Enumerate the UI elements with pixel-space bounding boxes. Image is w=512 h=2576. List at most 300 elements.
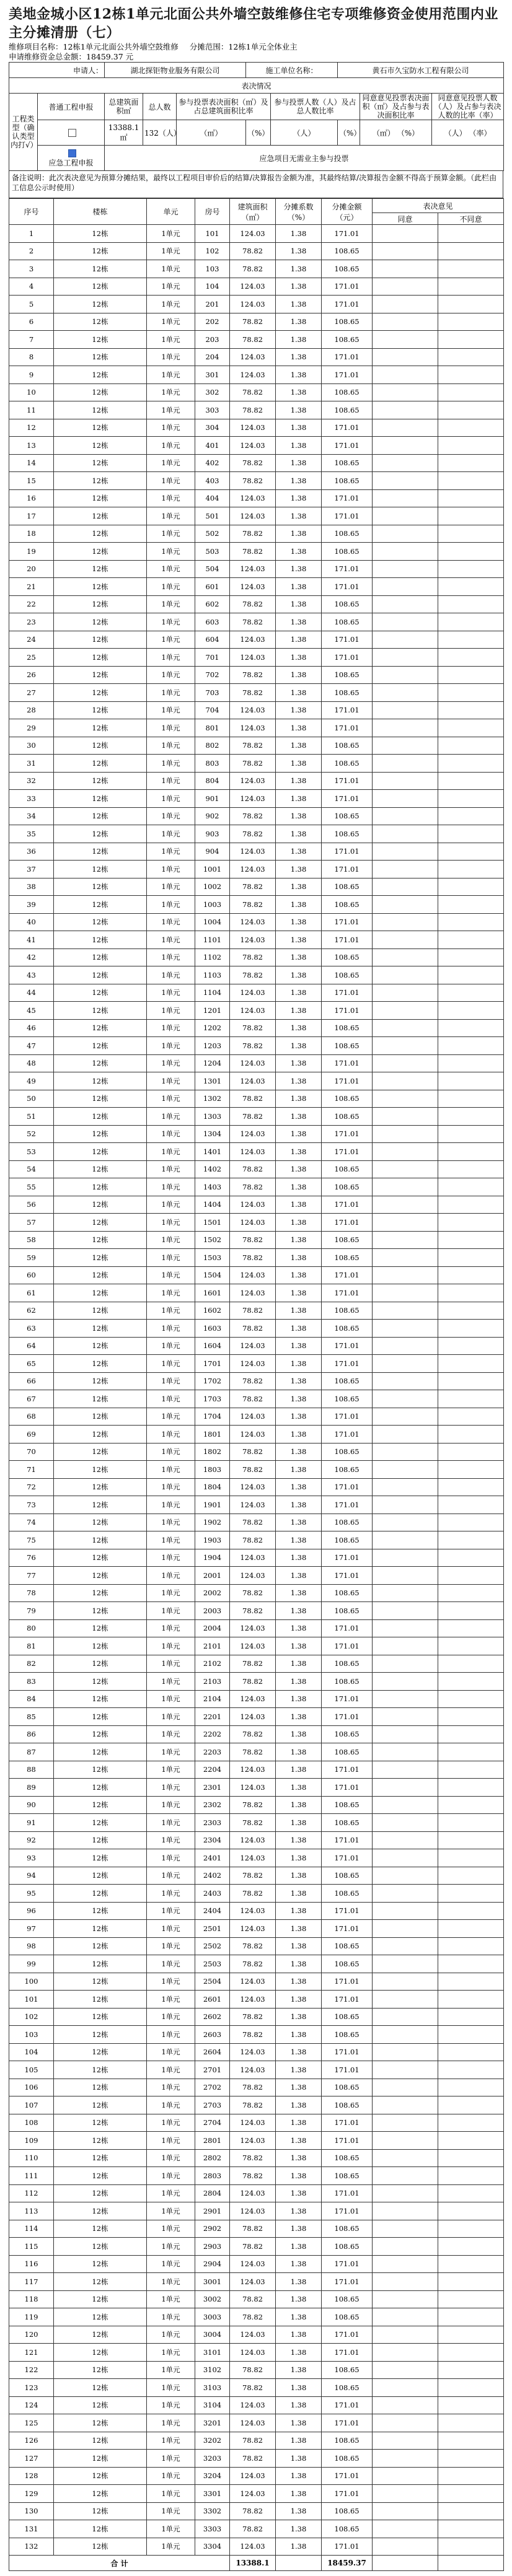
cell-agree[interactable]: [373, 1390, 438, 1408]
cell-agree[interactable]: [373, 1743, 438, 1761]
cell-disagree[interactable]: [438, 755, 504, 773]
cell-agree[interactable]: [373, 613, 438, 631]
cell-disagree[interactable]: [438, 1372, 504, 1390]
cell-disagree[interactable]: [438, 1796, 504, 1814]
cell-disagree[interactable]: [438, 2220, 504, 2238]
cell-agree[interactable]: [373, 1673, 438, 1691]
cell-agree[interactable]: [373, 1160, 438, 1178]
cell-agree[interactable]: [373, 2344, 438, 2362]
cell-agree[interactable]: [373, 1902, 438, 1920]
cell-ratio: 1.38: [276, 2379, 322, 2397]
cell-agree[interactable]: [373, 1761, 438, 1779]
cell-disagree[interactable]: [438, 543, 504, 561]
cell-agree[interactable]: [373, 2238, 438, 2256]
cell-disagree[interactable]: [438, 1461, 504, 1479]
cell-disagree[interactable]: [438, 296, 504, 313]
table-row: [9, 2114, 504, 2132]
cell-disagree[interactable]: [438, 2450, 504, 2468]
cell-disagree[interactable]: [438, 2008, 504, 2026]
cell-disagree[interactable]: [438, 2432, 504, 2450]
cell-disagree[interactable]: [438, 1991, 504, 2009]
cell-agree[interactable]: [373, 1302, 438, 1320]
table-row: [9, 2520, 504, 2538]
cell-disagree[interactable]: [438, 1019, 504, 1037]
cell-disagree[interactable]: [438, 719, 504, 737]
cell-agree[interactable]: [373, 1054, 438, 1072]
cell-disagree[interactable]: [438, 1743, 504, 1761]
cell-agree[interactable]: [373, 684, 438, 702]
cell-disagree[interactable]: [438, 1478, 504, 1496]
cell-agree[interactable]: [373, 1196, 438, 1214]
cell-agree[interactable]: [373, 1072, 438, 1090]
cell-disagree[interactable]: [438, 1266, 504, 1284]
cell-agree[interactable]: [373, 755, 438, 773]
cell-disagree[interactable]: [438, 2290, 504, 2308]
cell-agree[interactable]: [373, 2502, 438, 2520]
cell-agree[interactable]: [373, 507, 438, 525]
cell-disagree[interactable]: [438, 948, 504, 966]
cell-disagree[interactable]: [438, 2132, 504, 2150]
cell-disagree[interactable]: [438, 2079, 504, 2096]
cell-agree[interactable]: [373, 2008, 438, 2026]
agree-people-pct: （率）: [469, 128, 492, 138]
cell-disagree[interactable]: [438, 313, 504, 331]
cell-agree[interactable]: [373, 1955, 438, 1973]
cell-building: 12栋: [54, 2450, 147, 2468]
cell-disagree[interactable]: [438, 2538, 504, 2556]
cell-agree[interactable]: [373, 1408, 438, 1426]
cell-disagree[interactable]: [438, 666, 504, 684]
cell-disagree[interactable]: [438, 2255, 504, 2273]
cell-agree[interactable]: [373, 1355, 438, 1373]
cell-agree[interactable]: [373, 966, 438, 984]
cell-disagree[interactable]: [438, 843, 504, 861]
cell-disagree[interactable]: [438, 1885, 504, 1903]
cell-agree[interactable]: [373, 2290, 438, 2308]
cell-agree[interactable]: [373, 931, 438, 949]
cell-disagree[interactable]: [438, 2202, 504, 2220]
cell-disagree[interactable]: [438, 1231, 504, 1249]
cell-ratio: 1.38: [276, 1443, 322, 1461]
cell-agree[interactable]: [373, 1708, 438, 1726]
cell-ratio: 1.38: [276, 507, 322, 525]
cell-disagree[interactable]: [438, 1196, 504, 1214]
cell-disagree[interactable]: [438, 1108, 504, 1126]
cell-agree[interactable]: [373, 366, 438, 384]
cell-disagree[interactable]: [438, 1902, 504, 1920]
cell-disagree[interactable]: [438, 1320, 504, 1338]
cell-agree[interactable]: [373, 1779, 438, 1797]
cell-agree[interactable]: [373, 2149, 438, 2167]
cell-disagree[interactable]: [438, 595, 504, 613]
cell-agree[interactable]: [373, 2202, 438, 2220]
cell-disagree[interactable]: [438, 1779, 504, 1797]
normal-checkbox[interactable]: [68, 129, 76, 137]
cell-agree[interactable]: [373, 1991, 438, 2009]
cell-disagree[interactable]: [438, 1249, 504, 1267]
cell-agree[interactable]: [373, 578, 438, 596]
cell-disagree[interactable]: [438, 454, 504, 472]
cell-disagree[interactable]: [438, 383, 504, 401]
cell-disagree[interactable]: [438, 913, 504, 931]
cell-agree[interactable]: [373, 701, 438, 719]
cell-agree[interactable]: [373, 1019, 438, 1037]
cell-disagree[interactable]: [438, 1955, 504, 1973]
cell-agree[interactable]: [373, 1002, 438, 1020]
cell-room: 2304: [195, 1831, 230, 1849]
cell-disagree[interactable]: [438, 1673, 504, 1691]
cell-area: 78.82: [230, 1160, 276, 1178]
cell-agree[interactable]: [373, 2184, 438, 2202]
cell-disagree[interactable]: [438, 225, 504, 243]
cell-disagree[interactable]: [438, 1690, 504, 1708]
cell-disagree[interactable]: [438, 2096, 504, 2114]
cell-agree[interactable]: [373, 1461, 438, 1479]
cell-disagree[interactable]: [438, 984, 504, 1002]
cell-disagree[interactable]: [438, 1125, 504, 1143]
cell-disagree[interactable]: [438, 649, 504, 667]
cell-disagree[interactable]: [438, 2149, 504, 2167]
cell-agree[interactable]: [373, 631, 438, 649]
cell-agree[interactable]: [373, 1266, 438, 1284]
cell-agree[interactable]: [373, 2255, 438, 2273]
cell-disagree[interactable]: [438, 2520, 504, 2538]
cell-seq: 61: [9, 1284, 54, 1302]
cell-ratio: 1.38: [276, 1108, 322, 1126]
cell-disagree[interactable]: [438, 1302, 504, 1320]
cell-disagree[interactable]: [438, 896, 504, 914]
cell-disagree[interactable]: [438, 2467, 504, 2485]
cell-agree[interactable]: [373, 2061, 438, 2079]
cell-disagree[interactable]: [438, 2167, 504, 2185]
cell-seq: 21: [9, 578, 54, 596]
cell-agree[interactable]: [373, 1496, 438, 1514]
cell-disagree[interactable]: [438, 578, 504, 596]
cell-agree[interactable]: [373, 1725, 438, 1743]
cell-agree[interactable]: [373, 807, 438, 825]
cell-agree[interactable]: [373, 2467, 438, 2485]
cell-disagree[interactable]: [438, 1549, 504, 1567]
cell-disagree[interactable]: [438, 1708, 504, 1726]
cell-agree[interactable]: [373, 401, 438, 419]
cell-disagree[interactable]: [438, 1602, 504, 1620]
cell-agree[interactable]: [373, 1814, 438, 1832]
cell-disagree[interactable]: [438, 366, 504, 384]
cell-disagree[interactable]: [438, 1390, 504, 1408]
cell-agree[interactable]: [373, 278, 438, 296]
cell-agree[interactable]: [373, 1037, 438, 1055]
cell-disagree[interactable]: [438, 242, 504, 260]
cell-disagree[interactable]: [438, 507, 504, 525]
cell-disagree[interactable]: [438, 2114, 504, 2132]
cell-disagree[interactable]: [438, 1178, 504, 1196]
cell-disagree[interactable]: [438, 1725, 504, 1743]
cell-disagree[interactable]: [438, 2396, 504, 2414]
cell-disagree[interactable]: [438, 2238, 504, 2256]
cell-agree[interactable]: [373, 1531, 438, 1549]
cell-agree[interactable]: [373, 313, 438, 331]
cell-disagree[interactable]: [438, 1814, 504, 1832]
cell-agree[interactable]: [373, 2096, 438, 2114]
cell-disagree[interactable]: [438, 2414, 504, 2432]
cell-disagree[interactable]: [438, 560, 504, 578]
cell-disagree[interactable]: [438, 1849, 504, 1867]
cell-agree[interactable]: [373, 260, 438, 278]
cell-disagree[interactable]: [438, 2026, 504, 2044]
cell-disagree[interactable]: [438, 684, 504, 702]
cell-agree[interactable]: [373, 1178, 438, 1196]
cell-disagree[interactable]: [438, 1514, 504, 1531]
cell-agree[interactable]: [373, 2326, 438, 2344]
cell-agree[interactable]: [373, 2396, 438, 2414]
cell-agree[interactable]: [373, 825, 438, 843]
cell-agree[interactable]: [373, 1231, 438, 1249]
cell-disagree[interactable]: [438, 278, 504, 296]
cell-agree[interactable]: [373, 772, 438, 790]
cell-disagree[interactable]: [438, 1831, 504, 1849]
cell-disagree[interactable]: [438, 701, 504, 719]
cell-disagree[interactable]: [438, 1496, 504, 1514]
cell-agree[interactable]: [373, 2450, 438, 2468]
cell-agree[interactable]: [373, 454, 438, 472]
cell-disagree[interactable]: [438, 2273, 504, 2291]
total-amount-cell: 18459.37: [322, 2556, 373, 2571]
cell-disagree[interactable]: [438, 1054, 504, 1072]
table-row: [9, 2149, 504, 2167]
cell-building: 12栋: [54, 296, 147, 313]
cell-agree[interactable]: [373, 1426, 438, 1444]
cell-disagree[interactable]: [438, 790, 504, 808]
cell-agree[interactable]: [373, 1320, 438, 1338]
cell-agree[interactable]: [373, 1514, 438, 1531]
cell-disagree[interactable]: [438, 1284, 504, 1302]
cell-agree[interactable]: [373, 2414, 438, 2432]
cell-agree[interactable]: [373, 1796, 438, 1814]
cell-agree[interactable]: [373, 1108, 438, 1126]
cell-seq: 97: [9, 1920, 54, 1938]
cell-disagree[interactable]: [438, 1973, 504, 1991]
cell-agree[interactable]: [373, 419, 438, 437]
cell-agree[interactable]: [373, 2273, 438, 2291]
cell-room: 603: [195, 613, 230, 631]
cell-disagree[interactable]: [438, 525, 504, 543]
cell-room: 1503: [195, 1249, 230, 1267]
cell-agree[interactable]: [373, 1214, 438, 1232]
cell-disagree[interactable]: [438, 260, 504, 278]
cell-agree[interactable]: [373, 1549, 438, 1567]
cell-agree[interactable]: [373, 1831, 438, 1849]
cell-agree[interactable]: [373, 1090, 438, 1108]
cell-disagree[interactable]: [438, 1002, 504, 1020]
cell-agree[interactable]: [373, 1973, 438, 1991]
cell-agree[interactable]: [373, 913, 438, 931]
cell-agree[interactable]: [373, 1619, 438, 1637]
cell-agree[interactable]: [373, 1655, 438, 1673]
cell-agree[interactable]: [373, 437, 438, 455]
cell-disagree[interactable]: [438, 825, 504, 843]
cell-disagree[interactable]: [438, 1072, 504, 1090]
cell-disagree[interactable]: [438, 2043, 504, 2061]
cell-agree[interactable]: [373, 525, 438, 543]
cell-disagree[interactable]: [438, 1355, 504, 1373]
cell-seq: 73: [9, 1496, 54, 1514]
cell-agree[interactable]: [373, 296, 438, 313]
cell-disagree[interactable]: [438, 1531, 504, 1549]
cell-disagree[interactable]: [438, 2061, 504, 2079]
cell-disagree[interactable]: [438, 1655, 504, 1673]
cell-agree[interactable]: [373, 878, 438, 896]
cell-disagree[interactable]: [438, 331, 504, 349]
cell-agree[interactable]: [373, 1602, 438, 1620]
cell-agree[interactable]: [373, 1125, 438, 1143]
cell-disagree[interactable]: [438, 1337, 504, 1355]
cell-disagree[interactable]: [438, 631, 504, 649]
table-row: [9, 2202, 504, 2220]
cell-agree[interactable]: [373, 1337, 438, 1355]
cell-disagree[interactable]: [438, 1143, 504, 1161]
cell-ratio: 1.38: [276, 242, 322, 260]
cell-agree[interactable]: [373, 984, 438, 1002]
cell-agree[interactable]: [373, 560, 438, 578]
cell-agree[interactable]: [373, 1849, 438, 1867]
cell-agree[interactable]: [373, 331, 438, 349]
cell-disagree[interactable]: [438, 1867, 504, 1885]
cell-disagree[interactable]: [438, 772, 504, 790]
cell-disagree[interactable]: [438, 1584, 504, 1602]
cell-agree[interactable]: [373, 1637, 438, 1655]
cell-agree[interactable]: [373, 2432, 438, 2450]
cell-agree[interactable]: [373, 383, 438, 401]
cell-disagree[interactable]: [438, 2326, 504, 2344]
cell-agree[interactable]: [373, 2520, 438, 2538]
cell-agree[interactable]: [373, 649, 438, 667]
cell-agree[interactable]: [373, 472, 438, 490]
cell-disagree[interactable]: [438, 1443, 504, 1461]
cell-agree[interactable]: [373, 2043, 438, 2061]
cell-agree[interactable]: [373, 1690, 438, 1708]
cell-disagree[interactable]: [438, 1426, 504, 1444]
cell-disagree[interactable]: [438, 1160, 504, 1178]
cell-disagree[interactable]: [438, 1937, 504, 1955]
cell-agree[interactable]: [373, 1584, 438, 1602]
cell-agree[interactable]: [373, 1885, 438, 1903]
cell-building: 12栋: [54, 1302, 147, 1320]
cell-agree[interactable]: [373, 2379, 438, 2397]
cell-disagree[interactable]: [438, 931, 504, 949]
cell-disagree[interactable]: [438, 472, 504, 490]
cell-agree[interactable]: [373, 896, 438, 914]
cell-agree[interactable]: [373, 2167, 438, 2185]
cell-disagree[interactable]: [438, 2502, 504, 2520]
cell-disagree[interactable]: [438, 419, 504, 437]
cell-agree[interactable]: [373, 2361, 438, 2379]
cell-agree[interactable]: [373, 2026, 438, 2044]
cell-agree[interactable]: [373, 2308, 438, 2326]
cell-agree[interactable]: [373, 2114, 438, 2132]
cell-agree[interactable]: [373, 1478, 438, 1496]
cell-disagree[interactable]: [438, 1619, 504, 1637]
cell-agree[interactable]: [373, 348, 438, 366]
cell-disagree[interactable]: [438, 861, 504, 878]
cell-agree[interactable]: [373, 2485, 438, 2503]
cell-agree[interactable]: [373, 1443, 438, 1461]
cell-disagree[interactable]: [438, 2308, 504, 2326]
cell-ratio: 1.38: [276, 278, 322, 296]
cell-disagree[interactable]: [438, 489, 504, 507]
cell-disagree[interactable]: [438, 807, 504, 825]
cell-disagree[interactable]: [438, 2379, 504, 2397]
cell-disagree[interactable]: [438, 2184, 504, 2202]
cell-unit: 1单元: [147, 684, 195, 702]
table-row: [9, 1849, 504, 1867]
cell-ratio: 1.38: [276, 2396, 322, 2414]
cell-agree[interactable]: [373, 595, 438, 613]
cell-agree[interactable]: [373, 843, 438, 861]
cell-agree[interactable]: [373, 719, 438, 737]
cell-agree[interactable]: [373, 1143, 438, 1161]
cell-disagree[interactable]: [438, 1037, 504, 1055]
cell-area: 124.03: [230, 1991, 276, 2009]
cell-disagree[interactable]: [438, 437, 504, 455]
cell-ratio: 1.38: [276, 1390, 322, 1408]
emergency-checkbox[interactable]: [68, 149, 76, 157]
cell-building: 12栋: [54, 507, 147, 525]
cell-room: 2501: [195, 1920, 230, 1938]
cell-agree[interactable]: [373, 489, 438, 507]
cell-agree[interactable]: [373, 861, 438, 878]
cell-disagree[interactable]: [438, 1761, 504, 1779]
cell-agree[interactable]: [373, 543, 438, 561]
cell-amount: 171.01: [322, 507, 373, 525]
cell-disagree[interactable]: [438, 1567, 504, 1585]
cell-disagree[interactable]: [438, 1637, 504, 1655]
cell-disagree[interactable]: [438, 401, 504, 419]
cell-disagree[interactable]: [438, 2361, 504, 2379]
cell-area: 124.03: [230, 2184, 276, 2202]
cell-agree[interactable]: [373, 1937, 438, 1955]
cell-disagree[interactable]: [438, 348, 504, 366]
cell-agree[interactable]: [373, 1920, 438, 1938]
cell-agree[interactable]: [373, 225, 438, 243]
cell-agree[interactable]: [373, 790, 438, 808]
cell-ratio: 1.38: [276, 2132, 322, 2150]
cell-agree[interactable]: [373, 737, 438, 755]
cell-agree[interactable]: [373, 2079, 438, 2096]
cell-disagree[interactable]: [438, 966, 504, 984]
cell-agree[interactable]: [373, 1372, 438, 1390]
cell-disagree[interactable]: [438, 1090, 504, 1108]
cell-disagree[interactable]: [438, 2485, 504, 2503]
cell-agree[interactable]: [373, 1249, 438, 1267]
cell-agree[interactable]: [373, 948, 438, 966]
cell-disagree[interactable]: [438, 1408, 504, 1426]
cell-agree[interactable]: [373, 242, 438, 260]
cell-agree[interactable]: [373, 2132, 438, 2150]
cell-agree[interactable]: [373, 2220, 438, 2238]
cell-agree[interactable]: [373, 1567, 438, 1585]
cell-disagree[interactable]: [438, 613, 504, 631]
cell-disagree[interactable]: [438, 2344, 504, 2362]
cell-disagree[interactable]: [438, 737, 504, 755]
cell-agree[interactable]: [373, 1284, 438, 1302]
cell-agree[interactable]: [373, 666, 438, 684]
cell-agree[interactable]: [373, 1867, 438, 1885]
cell-disagree[interactable]: [438, 1920, 504, 1938]
cell-disagree[interactable]: [438, 878, 504, 896]
cell-room: 2103: [195, 1673, 230, 1691]
cell-agree[interactable]: [373, 2538, 438, 2556]
cell-disagree[interactable]: [438, 1214, 504, 1232]
